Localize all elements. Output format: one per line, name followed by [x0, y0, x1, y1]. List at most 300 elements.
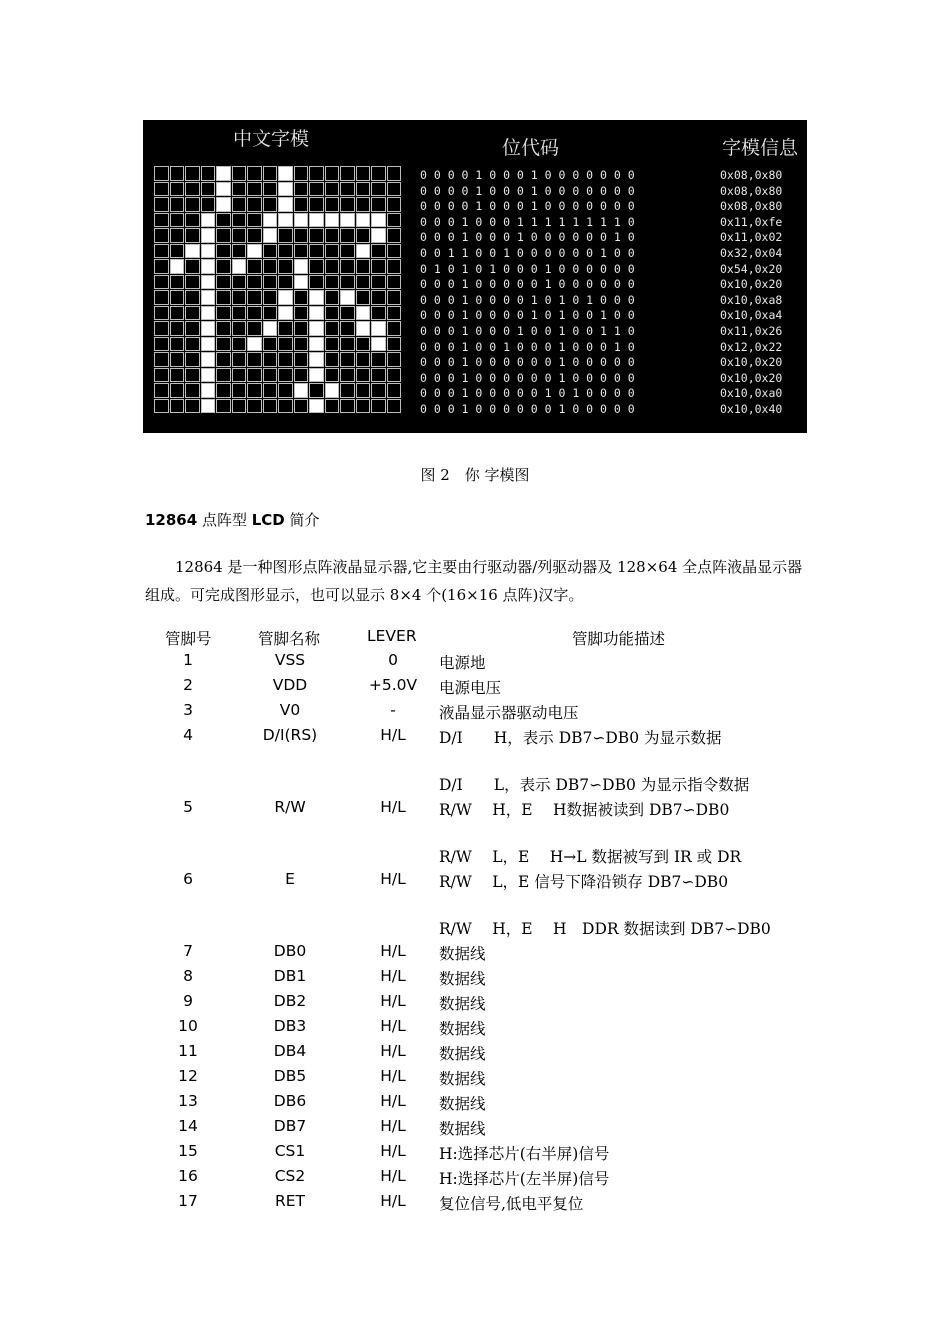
bit-row: 0 0 0 1 0 0 0 0 1 0 1 0 0 1 0 0: [420, 308, 635, 323]
pixel-cell: [263, 197, 278, 212]
pixel-cell: [387, 275, 402, 290]
pin-number: 15: [178, 1142, 198, 1160]
pixel-cell: [278, 213, 293, 228]
pixel-cell: [247, 399, 262, 414]
hex-row: 0x08,0x80: [720, 168, 783, 182]
pin-name: DB7: [273, 1117, 307, 1135]
pixel-cell: [170, 244, 185, 259]
pixel-cell: [387, 321, 402, 336]
pixel-cell: [309, 352, 324, 367]
pixel-cell: [170, 182, 185, 197]
pixel-cell: [232, 337, 247, 352]
pixel-cell: [371, 213, 386, 228]
pin-level: H/L: [380, 798, 406, 816]
pixel-cell: [247, 306, 262, 321]
pixel-cell: [170, 352, 185, 367]
pixel-cell: [263, 337, 278, 352]
pixel-cell: [340, 290, 355, 305]
pixel-cell: [309, 166, 324, 181]
bit-row: 0 0 0 1 0 0 0 0 0 1 0 0 0 0 0 0: [420, 277, 635, 292]
bit-code-column: [420, 168, 690, 418]
pixel-cell: [232, 290, 247, 305]
pixel-cell: [356, 166, 371, 181]
hex-row: 0x10,0x20: [720, 370, 783, 385]
pixel-cell: [154, 337, 169, 352]
pixel-cell: [247, 275, 262, 290]
bit-row: 0 0 0 1 0 0 0 0 1 0 1 0 1 0 0 0: [420, 292, 635, 307]
pin-number: 17: [178, 1192, 198, 1210]
hex-code-column: [720, 168, 804, 418]
pixel-cell: [340, 337, 355, 352]
pixel-cell: [294, 337, 309, 352]
pixel-cell: [216, 321, 231, 336]
hex-row: 0x08,0x80: [720, 183, 783, 198]
hex-row: 0x11,0x26: [720, 323, 783, 338]
pin-description: R/W H，E H DDR 数据读到 DB7∽DB0: [439, 920, 771, 938]
hex-row: 0x08,0x80: [720, 199, 783, 214]
pin-number: 8: [183, 967, 193, 985]
pixel-cell: [154, 352, 169, 367]
pin-name: DB5: [273, 1067, 307, 1085]
pin-description: D/I L，表示 DB7∽DB0 为显示指令数据: [439, 776, 750, 794]
pixel-cell: [201, 213, 216, 228]
pixel-cell: [278, 259, 293, 274]
pixel-cell: [185, 399, 200, 414]
pixel-cell: [371, 290, 386, 305]
pixel-cell: [232, 399, 247, 414]
pixel-cell: [309, 259, 324, 274]
pixel-cell: [263, 321, 278, 336]
pin-level: H/L: [380, 1092, 406, 1110]
pixel-cell: [356, 275, 371, 290]
pixel-cell: [309, 228, 324, 243]
pixel-cell: [356, 213, 371, 228]
pixel-cell: [232, 275, 247, 290]
pixel-cell: [247, 321, 262, 336]
hex-row: 0x11,0x02: [720, 230, 783, 245]
pixel-cell: [325, 182, 340, 197]
pixel-cell: [309, 306, 324, 321]
intro-paragraph: 12864 是一种图形点阵液晶显示器,它主要由行驱动器/列驱动器及 128×64 全点阵液晶显示器组成。可完成图形显示，也可以显示 8×4 个(16×16 点阵)汉字。: [145, 558, 803, 604]
pixel-cell: [371, 306, 386, 321]
pixel-cell: [371, 259, 386, 274]
pixel-cell: [340, 383, 355, 398]
pixel-cell: [371, 337, 386, 352]
pin-description: R/W H，E H数据被读到 DB7∽DB0: [439, 801, 730, 819]
pin-number: 11: [178, 1042, 198, 1060]
pixel-cell: [201, 290, 216, 305]
pixel-cell: [201, 368, 216, 383]
bit-row: 0 0 0 1 0 0 1 0 0 0 1 0 0 0 1 0: [420, 339, 635, 354]
pixel-cell: [232, 182, 247, 197]
pixel-cell: [340, 275, 355, 290]
pixel-cell: [325, 259, 340, 274]
pixel-cell: [278, 306, 293, 321]
pixel-cell: [185, 383, 200, 398]
pixel-cell: [154, 259, 169, 274]
pixel-cell: [340, 352, 355, 367]
hex-row: 0x10,0x20: [720, 355, 783, 370]
pixel-cell: [325, 213, 340, 228]
pixel-cell: [371, 383, 386, 398]
pixel-cell: [294, 399, 309, 414]
pixel-cell: [216, 259, 231, 274]
pixel-cell: [232, 197, 247, 212]
pixel-cell: [216, 166, 231, 181]
section-title-mid: 点阵型: [197, 511, 252, 529]
pixel-cell: [232, 368, 247, 383]
pixel-cell: [216, 352, 231, 367]
bit-row: 0 0 0 0 1 0 0 0 1 0 0 0 0 0 0 0: [420, 168, 635, 182]
pixel-cell: [294, 290, 309, 305]
pin-name: D/I(RS): [262, 726, 318, 744]
pixel-cell: [201, 321, 216, 336]
pixel-cell: [247, 213, 262, 228]
pixel-cell: [247, 337, 262, 352]
pixel-cell: [340, 213, 355, 228]
pixel-cell: [263, 352, 278, 367]
pin-name: DB6: [273, 1092, 307, 1110]
pixel-cell: [170, 321, 185, 336]
pixel-cell: [154, 228, 169, 243]
pixel-cell: [263, 244, 278, 259]
pixel-cell: [185, 368, 200, 383]
pixel-cell: [216, 275, 231, 290]
pin-number: 14: [178, 1117, 198, 1135]
pixel-cell: [216, 383, 231, 398]
pin-name: VSS: [274, 651, 306, 669]
pixel-cell: [232, 244, 247, 259]
pixel-cell: [247, 259, 262, 274]
pin-level: H/L: [380, 1017, 406, 1035]
pixel-cell: [325, 337, 340, 352]
pin-description: R/W L，E H→L 数据被写到 IR 或 DR: [439, 848, 742, 866]
pin-description: 数据线: [439, 1120, 486, 1138]
pin-level: H/L: [380, 870, 406, 888]
pixel-cell: [325, 290, 340, 305]
pixel-cell: [154, 166, 169, 181]
pin-description: 数据线: [439, 1095, 486, 1113]
pixel-cell: [170, 306, 185, 321]
pixel-cell: [294, 321, 309, 336]
pixel-cell: [185, 166, 200, 181]
pixel-cell: [387, 166, 402, 181]
pixel-cell: [278, 368, 293, 383]
pin-number: 12: [178, 1067, 198, 1085]
pin-name: V0: [279, 701, 301, 719]
pixel-cell: [371, 352, 386, 367]
pixel-cell: [170, 290, 185, 305]
pixel-cell: [325, 228, 340, 243]
pixel-cell: [294, 228, 309, 243]
pixel-cell: [309, 213, 324, 228]
pixel-cell: [325, 368, 340, 383]
pin-number: 9: [183, 992, 193, 1010]
pixel-cell: [294, 213, 309, 228]
pixel-cell: [154, 399, 169, 414]
pixel-cell: [278, 399, 293, 414]
pin-description: 数据线: [439, 1020, 486, 1038]
pin-level: -: [390, 701, 396, 719]
pixel-cell: [294, 275, 309, 290]
pin-name: DB1: [273, 967, 307, 985]
pixel-cell: [340, 228, 355, 243]
pixel-cell: [387, 352, 402, 367]
pixel-cell: [154, 290, 169, 305]
header-pin-no: 管脚号: [165, 630, 212, 648]
pixel-cell: [216, 290, 231, 305]
pixel-cell: [185, 213, 200, 228]
pixel-cell: [356, 399, 371, 414]
header-pin-name: 管脚名称: [258, 630, 321, 648]
pixel-cell: [294, 259, 309, 274]
pixel-cell: [263, 213, 278, 228]
pixel-cell: [340, 244, 355, 259]
pixel-cell: [170, 228, 185, 243]
pixel-cell: [356, 259, 371, 274]
pixel-cell: [170, 275, 185, 290]
pin-description: 液晶显示器驱动电压: [439, 704, 579, 722]
pixel-cell: [154, 321, 169, 336]
pin-level: H/L: [380, 1042, 406, 1060]
section-title: [145, 509, 320, 530]
hex-row: 0x10,0xa4: [720, 308, 783, 323]
pixel-cell: [185, 228, 200, 243]
pixel-cell: [201, 166, 216, 181]
figure-caption: 图 2 你 字模图: [420, 466, 530, 484]
pixel-cell: [278, 197, 293, 212]
pixel-cell: [247, 368, 262, 383]
pixel-cell: [263, 259, 278, 274]
pixel-cell: [340, 197, 355, 212]
pixel-cell: [387, 182, 402, 197]
pixel-cell: [216, 337, 231, 352]
pixel-cell: [185, 275, 200, 290]
bit-row: 0 1 0 1 0 1 0 0 0 1 0 0 0 0 0 0: [420, 261, 635, 276]
pixel-cell: [263, 306, 278, 321]
pixel-cell: [356, 197, 371, 212]
pixel-cell: [309, 321, 324, 336]
pixel-cell: [247, 166, 262, 181]
pixel-cell: [356, 244, 371, 259]
pin-name: DB4: [273, 1042, 307, 1060]
pixel-cell: [278, 244, 293, 259]
pixel-cell: [201, 383, 216, 398]
pixel-cell: [325, 352, 340, 367]
pixel-cell: [356, 352, 371, 367]
bit-row: 0 0 1 1 0 0 1 0 0 0 0 0 0 1 0 0: [420, 245, 635, 260]
pixel-cell: [340, 182, 355, 197]
pin-level: H/L: [380, 942, 406, 960]
pixel-cell: [294, 383, 309, 398]
pixel-cell: [278, 275, 293, 290]
pixel-cell: [356, 182, 371, 197]
pin-number: 10: [178, 1017, 198, 1035]
pixel-cell: [340, 166, 355, 181]
pixel-cell: [387, 399, 402, 414]
pixel-cell: [170, 213, 185, 228]
pixel-cell: [387, 368, 402, 383]
pin-description: 数据线: [439, 945, 486, 963]
pixel-cell: [371, 368, 386, 383]
pixel-cell: [232, 259, 247, 274]
hex-row: 0x11,0xfe: [720, 214, 783, 229]
pixel-cell: [185, 352, 200, 367]
pixel-cell: [387, 337, 402, 352]
pin-description: R/W L，E 信号下降沿锁存 DB7∽DB0: [439, 873, 729, 891]
pixel-cell: [154, 383, 169, 398]
hex-row: 0x10,0x40: [720, 401, 783, 416]
pixel-cell: [294, 368, 309, 383]
bit-row: 0 0 0 1 0 0 0 1 1 1 1 1 1 1 1 0: [420, 214, 635, 229]
pixel-cell: [201, 352, 216, 367]
pixel-cell: [371, 182, 386, 197]
pixel-cell: [201, 228, 216, 243]
pin-number: 7: [183, 942, 193, 960]
pixel-cell: [201, 259, 216, 274]
pixel-cell: [356, 337, 371, 352]
pixel-cell: [154, 306, 169, 321]
bit-row: 0 0 0 0 1 0 0 0 1 0 0 0 0 0 0 0: [420, 199, 635, 214]
pixel-cell: [278, 290, 293, 305]
pin-description: 数据线: [439, 1045, 486, 1063]
pin-number: 13: [178, 1092, 198, 1110]
pixel-cell: [356, 290, 371, 305]
pin-level: +5.0V: [368, 676, 418, 694]
pin-number: 6: [183, 870, 193, 888]
pin-description: D/I H，表示 DB7∽DB0 为显示数据: [439, 729, 722, 747]
pixel-cell: [185, 337, 200, 352]
pixel-cell: [232, 166, 247, 181]
pixel-cell: [340, 321, 355, 336]
pixel-cell: [170, 197, 185, 212]
pixel-cell: [247, 352, 262, 367]
pin-description: 电源地: [439, 654, 486, 672]
pin-description: 复位信号,低电平复位: [439, 1195, 584, 1213]
pixel-cell: [170, 368, 185, 383]
pixel-cell: [325, 197, 340, 212]
bit-row: 0 0 0 1 0 0 0 0 0 1 0 1 0 0 0 0: [420, 386, 635, 401]
pixel-cell: [201, 197, 216, 212]
section-title-tail: 简介: [284, 511, 320, 529]
pixel-cell: [201, 182, 216, 197]
pin-description: 电源电压: [439, 679, 502, 697]
pixel-cell: [263, 275, 278, 290]
pin-description: 数据线: [439, 1070, 486, 1088]
pixel-cell: [294, 352, 309, 367]
pin-number: 1: [183, 651, 193, 669]
pixel-cell: [232, 321, 247, 336]
pixel-cell: [185, 182, 200, 197]
pin-level: H/L: [380, 1192, 406, 1210]
pixel-cell: [154, 368, 169, 383]
section-title-model: 12864: [145, 511, 198, 529]
header-level: LEVER: [367, 627, 417, 645]
pixel-cell: [263, 166, 278, 181]
hex-row: 0x32,0x04: [720, 245, 783, 260]
pixel-cell: [387, 197, 402, 212]
pixel-cell: [185, 244, 200, 259]
pixel-cell: [232, 352, 247, 367]
bit-row: 0 0 0 0 1 0 0 0 1 0 0 0 0 0 0 0: [420, 183, 635, 198]
pixel-cell: [325, 244, 340, 259]
pixel-cell: [216, 306, 231, 321]
pixel-cell: [154, 244, 169, 259]
pixel-cell: [387, 213, 402, 228]
pixel-cell: [201, 275, 216, 290]
pixel-cell: [294, 306, 309, 321]
pin-level: H/L: [380, 1167, 406, 1185]
pixel-cell: [247, 197, 262, 212]
pin-name: CS2: [274, 1167, 306, 1185]
pixel-cell: [247, 383, 262, 398]
pin-name: R/W: [274, 798, 306, 816]
pixel-cell: [340, 306, 355, 321]
pixel-cell: [216, 182, 231, 197]
pixel-cell: [309, 383, 324, 398]
pixel-cell: [340, 368, 355, 383]
pin-level: H/L: [380, 1142, 406, 1160]
pin-description: 数据线: [439, 995, 486, 1013]
pixel-cell: [325, 166, 340, 181]
pin-description: H:选择芯片(右半屏)信号: [439, 1145, 610, 1163]
pixel-cell: [340, 399, 355, 414]
pixel-cell: [387, 383, 402, 398]
pixel-cell: [309, 275, 324, 290]
pixel-cell: [278, 352, 293, 367]
pixel-cell: [247, 228, 262, 243]
pixel-cell: [185, 306, 200, 321]
pixel-cell: [371, 228, 386, 243]
pixel-cell: [325, 399, 340, 414]
hex-row: 0x10,0x20: [720, 277, 783, 292]
pixel-cell: [263, 290, 278, 305]
pixel-cell: [154, 275, 169, 290]
pixel-cell: [247, 290, 262, 305]
pixel-cell: [278, 383, 293, 398]
pixel-cell: [216, 197, 231, 212]
pixel-cell: [325, 321, 340, 336]
hex-row: 0x12,0x22: [720, 339, 783, 354]
pin-name: DB2: [273, 992, 307, 1010]
pixel-cell: [325, 275, 340, 290]
pixel-cell: [247, 244, 262, 259]
pixel-cell: [387, 228, 402, 243]
pixel-cell: [170, 166, 185, 181]
pixel-cell: [387, 244, 402, 259]
figure-title-chinese-glyph: 中文字模: [233, 128, 310, 150]
pixel-cell: [278, 337, 293, 352]
pin-name: DB3: [273, 1017, 307, 1035]
pin-name: CS1: [274, 1142, 306, 1160]
pin-name: VDD: [272, 676, 308, 694]
pin-name: DB0: [273, 942, 307, 960]
pixel-cell: [387, 290, 402, 305]
pixel-cell: [309, 244, 324, 259]
pixel-cell: [278, 228, 293, 243]
pixel-cell: [278, 166, 293, 181]
pixel-cell: [371, 197, 386, 212]
hex-row: 0x10,0xa8: [720, 292, 783, 307]
pixel-cell: [263, 399, 278, 414]
pixel-cell: [216, 368, 231, 383]
pixel-cell: [356, 228, 371, 243]
pixel-cell: [185, 321, 200, 336]
pixel-cell: [263, 182, 278, 197]
pixel-cell: [216, 399, 231, 414]
pin-number: 3: [183, 701, 193, 719]
header-function: 管脚功能描述: [572, 630, 666, 648]
